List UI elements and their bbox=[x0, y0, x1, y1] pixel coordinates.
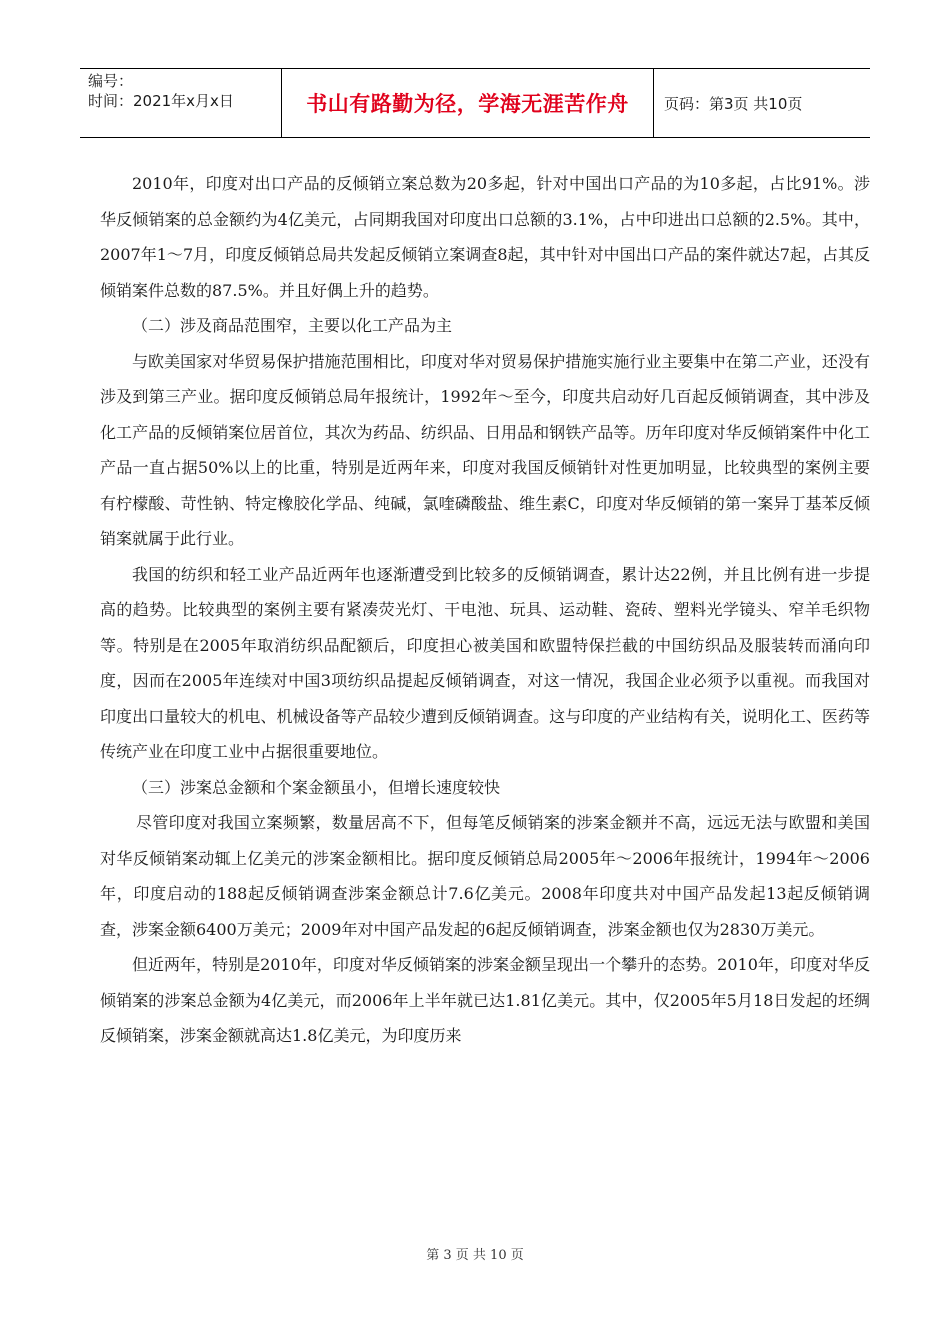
header-page-info: 页码：第3页 共10页 bbox=[664, 94, 803, 113]
body-paragraph: 我国的纺织和轻工业产品近两年也逐渐遭受到比较多的反倾销调查，累计达22例，并且比例有进一步提高的趋势。比较典型的案例主要有紧凑荧光灯、干电池、玩具、运动鞋、瓷砖、塑料光学镜头、窄羊毛织物等。特别是在2005年取消纺织品配额后，印度担心被美国和欧盟特保拦截的中国纺织品及服装转而涌向印度，因而在2005年连续对中国3项纺织品提起反倾销调查，对这一情况，我国企业必须予以重视。而我国对印度出口量较大的机电、机械设备等产品较少遭到反倾销调查。这与印度的产业结构有关，说明化工、医药等传统产业在印度工业中占据很重要地位。 bbox=[100, 564, 870, 761]
body-paragraph: 2010年，印度对出口产品的反倾销立案总数为20多起，针对中国出口产品的为10多起，占比91%。涉华反倾销案的总金额约为4亿美元，占同期我国对印度出口总额的3.1%，占中印进出口总额的2.5%。其中，2007年1～7月，印度反倾销总局共发起反倾销立案调查8起，其中针对中国出口产品的案件就达7起，占其反倾销案件总数的87.5%。并且好偶上升的趋势。 bbox=[100, 174, 870, 300]
header-meta-cell bbox=[80, 69, 282, 137]
page-footer: 第 3 页 共 10 页 bbox=[426, 1248, 524, 1263]
body-paragraph: 尽管印度对我国立案频繁，数量居高不下，但每笔反倾销案的涉案金额并不高，远远无法与欧盟和美国对华反倾销案动辄上亿美元的涉案金额相比。据印度反倾销总局2005年～2006年报统计，1994年～2006年，印度启动的188起反倾销调查涉案金额总计7.6亿美元。2008年印度共对中国产品发起13起反倾销调查，涉案金额6400万美元；2009年对中国产品发起的6起反倾销调查，涉案金额也仅为2830万美元。 bbox=[100, 813, 870, 939]
section-heading: （二）涉及商品范围窄，主要以化工产品为主 bbox=[132, 316, 453, 335]
body-paragraph: 但近两年，特别是2010年，印度对华反倾销案的涉案金额呈现出一个攀升的态势。2010年，印度对华反倾销案的涉案总金额为4亿美元，而2006年上半年就已达1.81亿美元。其中，仅2005年5月18日发起的坯绸反倾销案，涉案金额就高达1.8亿美元，为印度历来 bbox=[100, 955, 870, 1045]
header-number-label: 编号： bbox=[88, 72, 134, 90]
section-heading: （三）涉案总金额和个案金额虽小，但增长速度较快 bbox=[132, 777, 501, 797]
header-motto: 书山有路勤为径，学海无涯苦作舟 bbox=[282, 69, 654, 137]
body-paragraph: 与欧美国家对华贸易保护措施范围相比，印度对华对贸易保护措施实施行业主要集中在第二产业，还没有涉及到第三产业。据印度反倾销总局年报统计，1992年～至今，印度共启动好几百起反倾销调查，其中涉及化工产品的反倾销案位居首位，其次为药品、纺织品、日用品和钢铁产品等。历年印度对华反倾销案件中化工产品一直占据50%以上的比重，特别是近两年来，印度对我国反倾销针对性更加明显，比较典型的案例主要有柠檬酸、苛性钠、特定橡胶化学品、纯碱，氯喹磷酸盐、维生素C，印度对华反倾销的第一案异丁基苯反倾销案就属于此行业。 bbox=[100, 351, 870, 548]
document-body bbox=[100, 166, 870, 1054]
header-date-label: 时间：2021年x月x日 bbox=[88, 92, 234, 110]
document-header bbox=[80, 68, 870, 138]
